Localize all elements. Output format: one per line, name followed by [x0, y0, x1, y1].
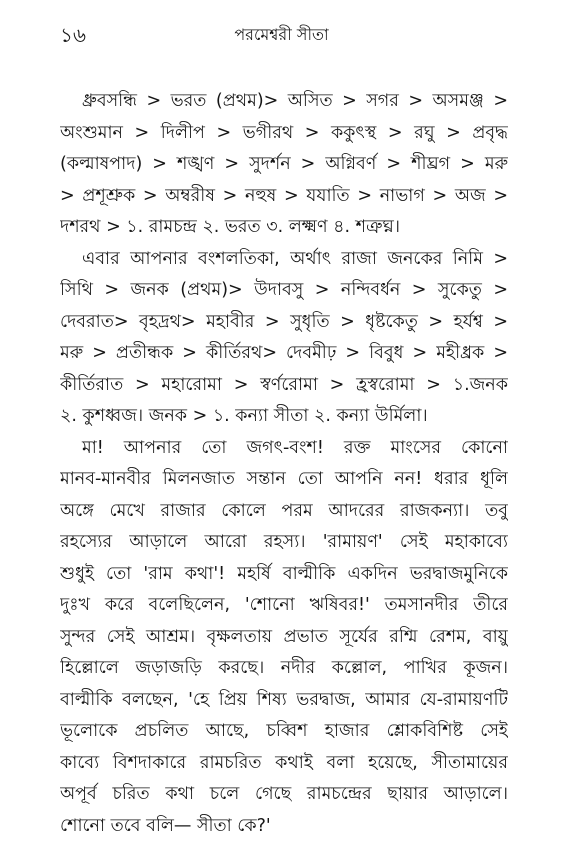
text-line: সুন্দর সেই আশ্রম। বৃক্ষলতায় প্রভাত সূর্যের রশ্মি রেশম, বায়ু — [60, 622, 508, 654]
text-line: অপূর্ব চরিত কথা চলে গেছে রামচন্দ্রের ছায়ার আড়ালে। — [60, 779, 508, 811]
text-line: এবার আপনার বংশলতিকা, অর্থাৎ রাজা জনকের নিমি > — [60, 244, 508, 276]
text-line: শুধুই তো 'রাম কথা'! মহর্ষি বাল্মীকি একদিন ভরদ্বাজমুনিকে — [60, 559, 508, 591]
text-line: > প্রশূশ্রুক > অম্বরীষ > নহুষ > যযাতি > নাভাগ > অজ > — [60, 181, 508, 213]
text-line: দশরথ > ১. রামচন্দ্র ২. ভরত ৩. লক্ষ্মণ ৪. শত্রুঘ্ন। — [60, 212, 508, 244]
text-line: রহস্যের আড়ালে আরো রহস্য। 'রামায়ণ' সেই মহাকাব্যে — [60, 527, 508, 559]
text-line: দেবরাত> বৃহদ্রথ> মহাবীর > সুধৃতি > ধৃষ্টকেতু > হর্যশ্ব > — [60, 307, 508, 339]
text-line: অঙ্গে মেখে রাজার কোলে পরম আদরের রাজকন্যা। তবু — [60, 496, 508, 528]
text-line: দুঃখ করে বলেছিলেন, 'শোনো ঋষিবর!' তমসানদীর তীরে — [60, 590, 508, 622]
text-line: ২. কুশধ্বজ। জনক > ১. কন্যা সীতা ২. কন্যা উর্মিলা। — [60, 401, 508, 433]
text-line: মরু > প্রতীন্ধক > কীর্তিরথ> দেবমীঢ় > বিবুধ > মহীধ্রক > — [60, 338, 508, 370]
page-header — [0, 20, 563, 50]
text-line: (কল্মাষপাদ) > শঙ্খণ > সুদর্শন > অগ্নিবর্ণ > শীঘ্রগ > মরু — [60, 149, 508, 181]
page-number: ১৬ — [60, 20, 86, 50]
text-line: ভূলোকে প্রচলিত আছে, চব্বিশ হাজার শ্লোকবিশিষ্ট সেই — [60, 716, 508, 748]
text-line: হিল্লোলে জড়াজড়ি করছে। নদীর কল্লোল, পাখির কূজন। — [60, 653, 508, 685]
text-line: শোনো তবে বলি— সীতা কে?' — [60, 811, 508, 842]
text-line: বাল্মীকি বলছেন, 'হে প্রিয় শিষ্য ভরদ্বাজ, আমার যে-রামায়ণটি — [60, 685, 508, 717]
text-line: মা! আপনার তো জগৎ-বংশ! রক্ত মাংসের কোনো — [60, 433, 508, 465]
body-text — [60, 86, 508, 842]
text-line: মানব-মানবীর মিলনজাত সন্তান তো আপনি নন! ধরার ধূলি — [60, 464, 508, 496]
text-line: কাব্যে বিশদাকারে রামচরিত কথাই বলা হয়েছে, সীতামায়ের — [60, 748, 508, 780]
text-line: অংশুমান > দিলীপ > ভগীরথ > ককুৎস্থ > রঘু > প্রবৃদ্ধ — [60, 118, 508, 150]
text-line: ধ্রুবসন্ধি > ভরত (প্রথম)> অসিত > সগর > অসমঞ্জ > — [60, 86, 508, 118]
running-title: পরমেশ্বরী সীতা — [0, 20, 563, 50]
text-line: কীর্তিরাত > মহারোমা > স্বর্ণরোমা > হ্রস্বরোমা > ১.জনক — [60, 370, 508, 402]
text-line: সিথি > জনক (প্রথম)> উদাবসু > নন্দিবর্ধন > সুকেতু > — [60, 275, 508, 307]
